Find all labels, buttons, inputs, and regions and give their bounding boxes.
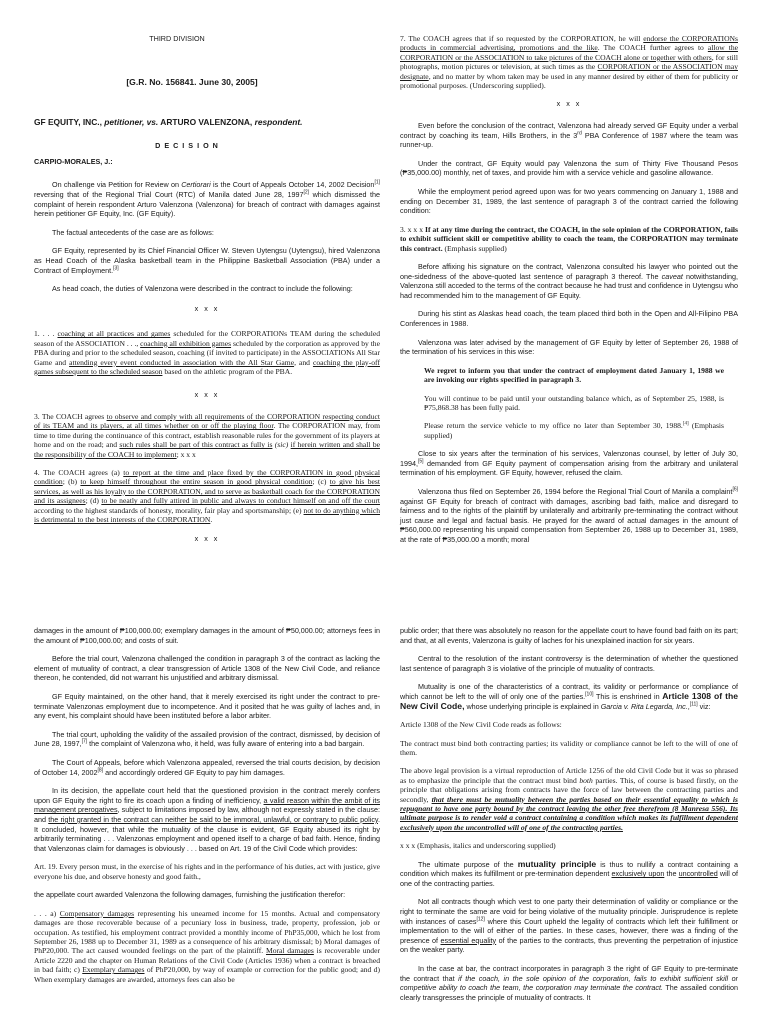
termination-letter bbox=[424, 366, 724, 440]
petitioner-role: petitioner, vs. bbox=[104, 117, 159, 128]
footnote-ref[interactable]: [6] bbox=[732, 486, 738, 493]
case-number: [G.R. No. 156841. June 30, 2005] bbox=[126, 76, 258, 87]
footnote-ref[interactable]: [7] bbox=[81, 738, 88, 745]
paragraph: The ultimate purpose of the mutuality principle is thus to nullify a contract containing a condition which makes its fulfillment or pre-termination dependent exclusively upon the uncontrolled will of one of the contracting parties. bbox=[400, 858, 738, 888]
footnote-ref[interactable]: [1] bbox=[374, 179, 380, 186]
paragraph: While the employment period agreed upon was for two years commencing on January 1, 1988 and ending on December 31, 1989, the last sentence of paragraph 3 of the contract carried the following condition: bbox=[400, 187, 738, 216]
paragraph: damages in the amount of ₱100,000.00; exemplary damages in the amount of ₱50,000.00; attorneys fees in the amount of ₱100,000.00; and costs of suit. bbox=[34, 626, 380, 645]
paragraph: In the case at bar, the contract incorporates in paragraph 3 the right of GF Equity to pre-terminate the contract that if the coach, in the sole opinion of the corporation, fails to exhibit sufficient skill or competitive ability to coach the team, the corporation may terminate the contract. The assailed condition clearly transgresses the principle of mutuality of contracts. It bbox=[400, 963, 738, 1002]
page1-right-column bbox=[400, 34, 738, 554]
letter-paragraph: Please return the service vehicle to my office no later than September 30, 1988.[4] (Emphasis supplied) bbox=[424, 421, 724, 440]
page-break bbox=[0, 604, 768, 618]
paragraph: Not all contracts though which vest to one party their determination of validity or compliance or the right to terminate the same are void for being violative of the mutuality principle. Jurisprudence is replete with instances of cases[12] where this Court upheld the legality of contracts which left their fulfillment or implementation to the will of either of the parties. In these cases, however, there was a finding of the presence of essential equality of the parties to the contracts, thus preventing the perpetration of injustice on the weaker party. bbox=[400, 897, 738, 955]
page1-left-column bbox=[34, 34, 380, 556]
paragraph: Before the trial court, Valenzona challenged the condition in paragraph 3 of the contract as lacking the element of mutuality of contract, a clear transgression of Article 1308 of the New Civil Code, and reliance thereon, he contended, did not warrant his unjustified and arbitrary dismissal. bbox=[34, 654, 380, 683]
paragraph: Mutuality is one of the characteristics of a contract, its validity or performance or compliance of which cannot be left to the will of only one of the parties.[10] This is enshrined in Article 1308 of the New Civil Code, whose underlying principle is explained in Garcia v. Rita Legarda, Inc.,[11] viz: bbox=[400, 682, 738, 711]
article-19-quote: Art. 19. Every person must, in the exercise of his rights and in the performance of his duties, act with justice, give everyone his due, and observe honesty and good faith., bbox=[34, 862, 380, 881]
section-break: x x x bbox=[556, 99, 582, 109]
section-break: x x x bbox=[194, 534, 220, 544]
damages-quote: . . . a) Compensatory damages representing his unearned income for 15 months. Actual and compensatory damages are those recoverable because of a pecuniary loss in business, trade, property, profession, job or occupation. As testified, his employment contract provided a monthly income of PhP35,000, which he lost from September 26, 1988 up to December 31, 1989 as a consequence of his arbitrary dismissal; b) Moral damages of PhP20,000. The act caused wounded feelings on the part of the plaintiff. Moral damages is recoverable under Article 2220 and the chapter on Human Relations of the Civil Code (Articles 1936) when a contract is breached in bad faith; c) Exemplary damages of PhP20,000, by way of example or correction for the public good; and d) When exemplary damages are awarded, attorneys fees can also be bbox=[34, 908, 380, 984]
paragraph: During his stint as Alaskas head coach, the team placed third both in the Open and All-Filipino PBA Conferences in 1988. bbox=[400, 309, 738, 328]
footnote-ref[interactable]: [11] bbox=[689, 701, 698, 708]
paragraph: GF Equity maintained, on the other hand, that it merely exercised its right under the contract to pre-terminate Valenzonas employment due to incompetence. And it posited that he was guilty of laches and, in any event, his complaint should have been instituted before a labor arbiter. bbox=[34, 691, 380, 721]
paragraph: Even before the conclusion of the contract, Valenzona had already served GF Equity under a verbal contract by coaching its team, Hills Brothers, in the 3rd PBA Conference of 1987 where the team was runner-up. bbox=[400, 121, 738, 150]
section-break: x x x bbox=[194, 303, 220, 313]
footnote-ref[interactable]: [5] bbox=[418, 458, 424, 465]
footnote-ref[interactable]: [10] bbox=[585, 691, 594, 698]
respondent-role: respondent. bbox=[254, 117, 303, 128]
paragraph: The trial court, upholding the validity of the assailed provision of the contract, dismissed, by decision of June 28, 1997,[7] the complaint of Valenzona who, it held, was fully aware of entering into a bad bargain. bbox=[34, 729, 380, 749]
contract-quote-1: 1. . . . coaching at all practices and games scheduled for the CORPORATIONs TEAM during the scheduled season of the ASSOCIATION . . ., coaching all exhibition games scheduled by the corporation as approved by the PBA during and prior to the scheduled season, coaching (if invited to participate) in the ASSOCIATIONs All Star Game and attending every event conducted in association with the All Star Game, and coaching the play-off games subsequent to the scheduled season based on the athletic program of the PBA. bbox=[34, 329, 380, 376]
letter-paragraph: You will continue to be paid until your outstanding balance which, as of September 25, 1988, is ₱75,868.38 has been fully paid. bbox=[424, 393, 724, 412]
paragraph: Close to six years after the termination of his services, Valenzonas counsel, by letter of July 30, 1994,[5] demanded from GF Equity payment of compensation arising from the arbitrary and unilateral termination of his employment. GF Equity, however, refused the claim. bbox=[400, 449, 738, 478]
legarda-quote: The above legal provision is a virtual reproduction of Article 1256 of the old Civil Code but it was so phrased as to emphasize the principle that the contract must bind both parties. This, of course is based firstly, on the principle that obligations arising from contracts have the force of law between the contracting parties and secondly, that there must be mutuality between the parties based on their essential equality to which is repugnant to have one party bound by the contract leaving the other free therefrom (8 Manresa 556). Its ultimate purpose is to render void a contract containing a condition which makes its fulfillment dependent exclusively upon the uncontrolled will of one of the contracting parties. bbox=[400, 766, 738, 832]
paragraph: On challenge via Petition for Review on Certiorari is the Court of Appeals October 14, 2002 Decision[1] reversing that of the Regional Trial Court (RTC) of Manila dated June 28, 1997[2] which dismissed the complaint of herein respondent Arturo Valenzona (Valenzona) for breach of contract with damages against herein petitioner GF Equity, Inc. (GF Equity). bbox=[34, 179, 381, 219]
paragraph: Before affixing his signature on the contract, Valenzona consulted his lawyer who pointed out the one-sidedness of the above-quoted last sentence of paragraph 3 thereof. The caveat notwithstanding, Valenzona still acceded to the terms of the contract because he had trust and confidence in Uytengsu who had recommended him to the management of GF Equity. bbox=[400, 262, 738, 300]
decision-heading: D E C I S I O N bbox=[155, 141, 219, 151]
footnote-ref[interactable]: [4] bbox=[682, 421, 689, 427]
ponente: CARPIO-MORALES, J.: bbox=[34, 156, 113, 166]
footnote-ref[interactable]: [2] bbox=[303, 189, 310, 196]
paragraph: The Court of Appeals, before which Valenzona appealed, reversed the trial courts decision, by decision of October 14, 2002[8] and accordingly ordered GF Equity to pay him damages. bbox=[34, 757, 380, 777]
paragraph: public order; that there was absolutely no reason for the appellate court to have found bad faith on its part; and that, at all events, Valenzona is guilty of laches for his unexplained inaction for six years. bbox=[400, 626, 738, 645]
contract-quote-7: 7. The COACH agrees that if so requested by the CORPORATION, he will endorse the CORPORATIONs products in commercial advertising, promotions and the like. The COACH further agrees to allow the CORPORATION or the ASSOCIATION to take pictures of the COACH alone or together with others, for still photographs, motion pictures or television, at such times as the CORPORATION or the ASSOCIATION may designate, and no matter by whom taken may be used in any manner desired by either of them for publicity or promotional purposes. (Underscoring supplied). bbox=[400, 34, 739, 91]
contract-quote-3-condition: 3. x x x If at any time during the contract, the COACH, in the sole opinion of the CORPORATION, fails to exhibit sufficient skill or competitive ability to coach the team, the CORPORATION may terminate this contract. (Emphasis supplied) bbox=[400, 224, 738, 253]
contract-quote-4: 4. The COACH agrees (a) to report at the time and place fixed by the CORPORATION in good physical condition; (b) to keep himself throughout the entire season in good physical condition; (c) to give his best services, as well as his loyalty to the CORPORATION, and to serve as basketball coach for the CORPORATION and its assignees; (d) to be neatly and fully attired in public and always to conduct himself on and off the court according to the highest standards of honesty, morality, fair play and sportsmanship; (e) not to do anything which is detrimental to the best interests of the CORPORATION. bbox=[34, 467, 380, 524]
paragraph: In its decision, the appellate court held that the questioned provision in the contract merely confers upon GF Equity the right to fire its coach upon a finding of inefficiency, a valid reason within the ambit of its management prerogatives, subject to limitations imposed by law, although not expressly stated in the clause: and the right granted in the contract can neither be said to be immoral, unlawful, or contrary to public policy. It concluded, however, that while the mutuality of the clause is evident, GF Equity abused its right by arbitrarily terminating . . . Valenzonas employment and opened itself to a charge of bad faith. Hence, finding that Valenzonas claim for damages is obviously . . . based on Art. 19 of the Civil Code which provides: bbox=[34, 786, 380, 853]
paragraph: GF Equity, represented by its Chief Financial Officer W. Steven Uytengsu (Uytengsu), hired Valenzona as Head Coach of the Alaska basketball team in the Philippine Basketball Association (PBA) under a Contract of Employment.[3] bbox=[34, 246, 380, 275]
emphasis-note: x x x (Emphasis, italics and underscoring supplied) bbox=[400, 841, 556, 851]
letter-paragraph: We regret to inform you that under the contract of employment dated January 1, 1988 we are invoking our rights specified in paragraph 3. bbox=[424, 365, 724, 385]
section-break: x x x bbox=[194, 390, 220, 400]
footnote-ref[interactable]: [8] bbox=[97, 767, 104, 774]
paragraph: The factual antecedents of the case are as follows: bbox=[52, 227, 214, 237]
contract-quote-3: 3. The COACH agrees to observe and comply with all requirements of the CORPORATION respecting conduct of its TEAM and its players, at all times whether on or off the playing floor. The CORPORATION may, from time to time during the continuance of this contract, establish reasonable rules for the government of its players at home and on the road; and such rules shall be part of this contract as fully is (sic) if herein written and shall be the responsibility of the COACH to implement; x x x bbox=[34, 411, 380, 459]
paragraph: Central to the resolution of the instant controversy is the determination of whether the questioned last sentence of paragraph 3 is violative of the principle of mutuality of contracts. bbox=[400, 654, 738, 673]
case-parties bbox=[34, 117, 380, 127]
footnote-ref[interactable]: [12] bbox=[476, 916, 485, 923]
page2-left-column bbox=[34, 626, 380, 1024]
paragraph: Valenzona was later advised by the management of GF Equity by letter of September 26, 1988 of the termination of his services in this wise: bbox=[400, 337, 738, 357]
page2-right-column bbox=[400, 626, 738, 1024]
paragraph: Valenzona thus filed on September 26, 1994 before the Regional Trial Court of Manila a complaint[6] against GF Equity for breach of contract with damages, ascribing bad faith, malice and disregard to fairness and to the rights of the plaintiff by unilaterally and arbitrarily pre-terminating the contract without just cause and legal and factual basis. He prayed for the award of actual damages in the amount of ₱560,000.00 representing his unpaid compensation from September 26, 1988 up to December 31, 1989, at the rate of ₱35,000.00 a month; moral bbox=[400, 486, 738, 544]
paragraph: Under the contract, GF Equity would pay Valenzona the sum of Thirty Five Thousand Pesos (₱35,000.00) monthly, net of taxes, and provide him with a service vehicle and gasoline allowance. bbox=[400, 158, 738, 178]
article-1308-quote: The contract must bind both contracting parties; its validity or compliance cannot be left to the will of one of them. bbox=[400, 738, 738, 757]
article-1308-intro: Article 1308 of the New Civil Code reads as follows: bbox=[400, 720, 562, 730]
division-label: THIRD DIVISION bbox=[149, 34, 205, 43]
paragraph: As head coach, the duties of Valenzona were described in the contract to include the following: bbox=[52, 284, 353, 294]
respondent-name: ARTURO VALENZONA, bbox=[160, 117, 253, 128]
paragraph: the appellate court awarded Valenzona the following damages, furnishing the justification therefor: bbox=[34, 890, 346, 900]
footnote-ref[interactable]: [3] bbox=[113, 265, 119, 272]
petitioner-name: GF EQUITY, INC., bbox=[34, 117, 102, 128]
